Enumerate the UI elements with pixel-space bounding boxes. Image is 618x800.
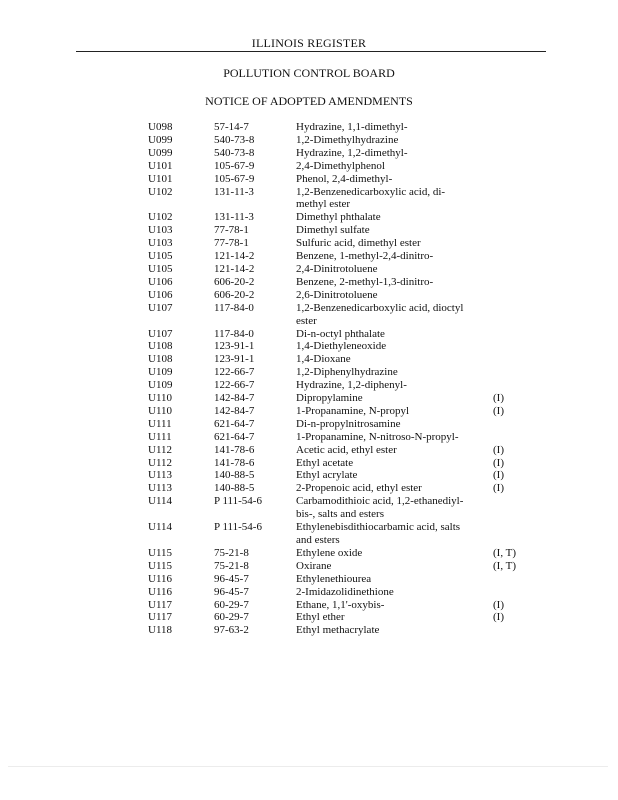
cas-number: 606-20-2 xyxy=(214,288,255,301)
table-row xyxy=(148,328,548,341)
waste-code: U115 xyxy=(148,559,173,572)
table-row xyxy=(148,237,548,250)
waste-code: U101 xyxy=(148,172,173,185)
table-row xyxy=(148,263,548,276)
waste-code: U115 xyxy=(148,546,173,559)
cas-number: 131-11-3 xyxy=(214,211,254,224)
cas-number: 122-66-7 xyxy=(214,379,255,392)
table-row xyxy=(148,560,548,573)
cas-number: 540-73-8 xyxy=(214,133,255,146)
table-row xyxy=(148,444,548,457)
waste-code: U099 xyxy=(148,133,173,146)
table-row xyxy=(148,482,548,495)
hazard-code: (I) xyxy=(493,404,504,417)
waste-code: U108 xyxy=(148,340,173,353)
table-row xyxy=(148,340,548,353)
table-row xyxy=(148,353,548,366)
substance-name: 1,2-Dimethylhydrazine xyxy=(296,133,399,146)
scan-edge xyxy=(8,766,608,767)
waste-code: U116 xyxy=(148,585,173,598)
table-row xyxy=(148,547,548,560)
cas-number: 75-21-8 xyxy=(214,546,249,559)
cas-number: 123-91-1 xyxy=(214,340,255,353)
table-row xyxy=(148,469,548,482)
waste-code: U101 xyxy=(148,159,173,172)
hazard-code: (I) xyxy=(493,469,504,482)
substance-name: Phenol, 2,4-dimethyl- xyxy=(296,172,393,185)
cas-number: 60-29-7 xyxy=(214,598,249,611)
substance-name: 1,2-Benzenedicarboxylic acid, dioctyl xyxy=(296,301,464,314)
substance-name: 2,4-Dinitrotoluene xyxy=(296,262,378,275)
table-row xyxy=(148,418,548,431)
substance-name: 1-Propanamine, N-propyl xyxy=(296,404,410,417)
waste-code: U111 xyxy=(148,417,172,430)
waste-code: U102 xyxy=(148,185,173,198)
cas-number: 122-66-7 xyxy=(214,366,255,379)
table-row xyxy=(148,173,548,186)
board-title: POLLUTION CONTROL BOARD xyxy=(223,66,395,80)
waste-code: U110 xyxy=(148,392,173,405)
hazard-code: (I) xyxy=(493,598,504,611)
substance-name: Di-n-propylnitrosamine xyxy=(296,417,401,430)
table-row xyxy=(148,366,548,379)
substance-name: Ethylenethiourea xyxy=(296,572,372,585)
waste-code: U117 xyxy=(148,598,173,611)
waste-code: U118 xyxy=(148,624,173,637)
waste-code: U107 xyxy=(148,301,173,314)
table-row xyxy=(148,611,548,624)
substance-name: Acetic acid, ethyl ester xyxy=(296,443,397,456)
hazard-code: (I) xyxy=(493,443,504,456)
waste-code: U107 xyxy=(148,327,173,340)
table-row xyxy=(148,392,548,405)
substance-name: Hydrazine, 1,2-diphenyl- xyxy=(296,379,407,392)
substance-name: Oxirane xyxy=(296,559,332,572)
header-rule xyxy=(76,51,546,52)
waste-code: U106 xyxy=(148,288,173,301)
substance-name: 1,2-Diphenylhydrazine xyxy=(296,366,398,379)
substance-name: Ethyl acrylate xyxy=(296,469,358,482)
cas-number: 142-84-7 xyxy=(214,392,255,405)
cas-number: 77-78-1 xyxy=(214,224,249,237)
table-row xyxy=(148,457,548,470)
table-row xyxy=(148,250,548,263)
waste-code: U108 xyxy=(148,353,173,366)
cas-number: 105-67-9 xyxy=(214,159,255,172)
waste-code: U103 xyxy=(148,224,173,237)
table-row xyxy=(148,599,548,612)
cas-number: 96-45-7 xyxy=(214,572,249,585)
cas-number: 621-64-7 xyxy=(214,417,255,430)
table-row xyxy=(148,121,548,134)
cas-number: 97-63-2 xyxy=(214,624,249,637)
substance-name: methyl ester xyxy=(296,198,351,211)
table-row xyxy=(148,134,548,147)
substance-name: 1-Propanamine, N-nitroso-N-propyl- xyxy=(296,430,459,443)
cas-number: 606-20-2 xyxy=(214,275,255,288)
table-row xyxy=(148,276,548,289)
substance-name: and esters xyxy=(296,534,340,546)
waste-code: U109 xyxy=(148,379,173,392)
cas-number: 142-84-7 xyxy=(214,404,255,417)
substance-name: Ethane, 1,1'-oxybis- xyxy=(296,598,385,611)
waste-code: U114 xyxy=(148,521,173,534)
waste-code: U112 xyxy=(148,443,173,456)
cas-number: 621-64-7 xyxy=(214,430,255,443)
substance-name: Ethylenebisdithiocarbamic acid, salts xyxy=(296,521,461,534)
table-row xyxy=(148,508,548,521)
table-row xyxy=(148,573,548,586)
substance-name: Dimethyl sulfate xyxy=(296,224,370,237)
table-row xyxy=(148,147,548,160)
substance-name: 2-Propenoic acid, ethyl ester xyxy=(296,482,422,495)
cas-number: 121-14-2 xyxy=(214,262,255,275)
hazard-code: (I) xyxy=(493,482,504,495)
hazard-code: (I, T) xyxy=(493,546,517,559)
cas-number: 117-84-0 xyxy=(214,327,254,340)
substance-name: bis-, salts and esters xyxy=(296,508,384,521)
table-row xyxy=(148,586,548,599)
substance-name: Ethyl methacrylate xyxy=(296,624,380,637)
cas-number: 131-11-3 xyxy=(214,185,254,198)
substance-name: 1,2-Benzenedicarboxylic acid, di- xyxy=(296,185,446,198)
substance-name: Benzene, 2-methyl-1,3-dinitro- xyxy=(296,275,434,288)
cas-number: 141-78-6 xyxy=(214,456,255,469)
cas-number: 140-88-5 xyxy=(214,482,255,495)
waste-code: U116 xyxy=(148,572,173,585)
substance-name: Hydrazine, 1,2-dimethyl- xyxy=(296,146,408,159)
table-row xyxy=(148,224,548,237)
cas-number: 123-91-1 xyxy=(214,353,255,366)
table-row xyxy=(148,379,548,392)
cas-number: 77-78-1 xyxy=(214,237,249,250)
substance-name: Dimethyl phthalate xyxy=(296,211,381,224)
table-row xyxy=(148,405,548,418)
table-row xyxy=(148,302,548,315)
cas-number: 57-14-7 xyxy=(214,121,249,133)
table-row xyxy=(148,186,548,199)
cas-number: P 111-54-6 xyxy=(214,521,262,534)
table-row xyxy=(148,495,548,508)
substance-name: Ethyl acetate xyxy=(296,456,354,469)
waste-code: U112 xyxy=(148,456,173,469)
waste-code: U109 xyxy=(148,366,173,379)
cas-number: 140-88-5 xyxy=(214,469,255,482)
substance-name: 1,4-Diethyleneoxide xyxy=(296,340,387,353)
substance-name: 1,4-Dioxane xyxy=(296,353,351,366)
waste-code: U098 xyxy=(148,121,173,133)
waste-code: U105 xyxy=(148,250,173,263)
table-row xyxy=(148,211,548,224)
substance-name: Ethylene oxide xyxy=(296,546,363,559)
hazard-code: (I) xyxy=(493,392,504,405)
table-row xyxy=(148,521,548,534)
waste-code: U113 xyxy=(148,469,173,482)
cas-number: 540-73-8 xyxy=(214,146,255,159)
substance-name: 2-Imidazolidinethione xyxy=(296,585,394,598)
table-row xyxy=(148,289,548,302)
waste-code: U099 xyxy=(148,146,173,159)
cas-number: 75-21-8 xyxy=(214,559,249,572)
hazard-code: (I, T) xyxy=(493,559,517,572)
waste-listing-table xyxy=(148,121,548,637)
cas-number: P 111-54-6 xyxy=(214,495,262,508)
hazard-code: (I) xyxy=(493,456,504,469)
cas-number: 60-29-7 xyxy=(214,611,249,624)
table-row xyxy=(148,315,548,328)
table-row xyxy=(148,198,548,211)
waste-code: U114 xyxy=(148,495,173,508)
substance-name: Sulfuric acid, dimethyl ester xyxy=(296,237,421,250)
substance-name: Di-n-octyl phthalate xyxy=(296,327,385,340)
substance-name: Ethyl ether xyxy=(296,611,345,624)
notice-title: NOTICE OF ADOPTED AMENDMENTS xyxy=(205,94,413,108)
waste-code: U117 xyxy=(148,611,173,624)
cas-number: 141-78-6 xyxy=(214,443,255,456)
table-row xyxy=(148,624,548,637)
waste-code: U102 xyxy=(148,211,173,224)
table-row xyxy=(148,431,548,444)
substance-name: Dipropylamine xyxy=(296,392,363,405)
substance-name: 2,6-Dinitrotoluene xyxy=(296,288,378,301)
waste-code: U106 xyxy=(148,275,173,288)
cas-number: 117-84-0 xyxy=(214,301,254,314)
substance-name: ester xyxy=(296,314,317,327)
waste-code: U103 xyxy=(148,237,173,250)
substance-name: Hydrazine, 1,1-dimethyl- xyxy=(296,121,408,133)
cas-number: 121-14-2 xyxy=(214,250,255,263)
waste-code: U105 xyxy=(148,262,173,275)
waste-code: U113 xyxy=(148,482,173,495)
table-row xyxy=(148,534,548,547)
register-title: ILLINOIS REGISTER xyxy=(251,36,367,50)
cas-number: 105-67-9 xyxy=(214,172,255,185)
waste-code: U111 xyxy=(148,430,172,443)
substance-name: 2,4-Dimethylphenol xyxy=(296,159,385,172)
waste-code: U110 xyxy=(148,404,173,417)
substance-name: Carbamodithioic acid, 1,2-ethanediyl- xyxy=(296,495,464,508)
table-row xyxy=(148,160,548,173)
substance-name: Benzene, 1-methyl-2,4-dinitro- xyxy=(296,250,434,263)
cas-number: 96-45-7 xyxy=(214,585,249,598)
hazard-code: (I) xyxy=(493,611,504,624)
